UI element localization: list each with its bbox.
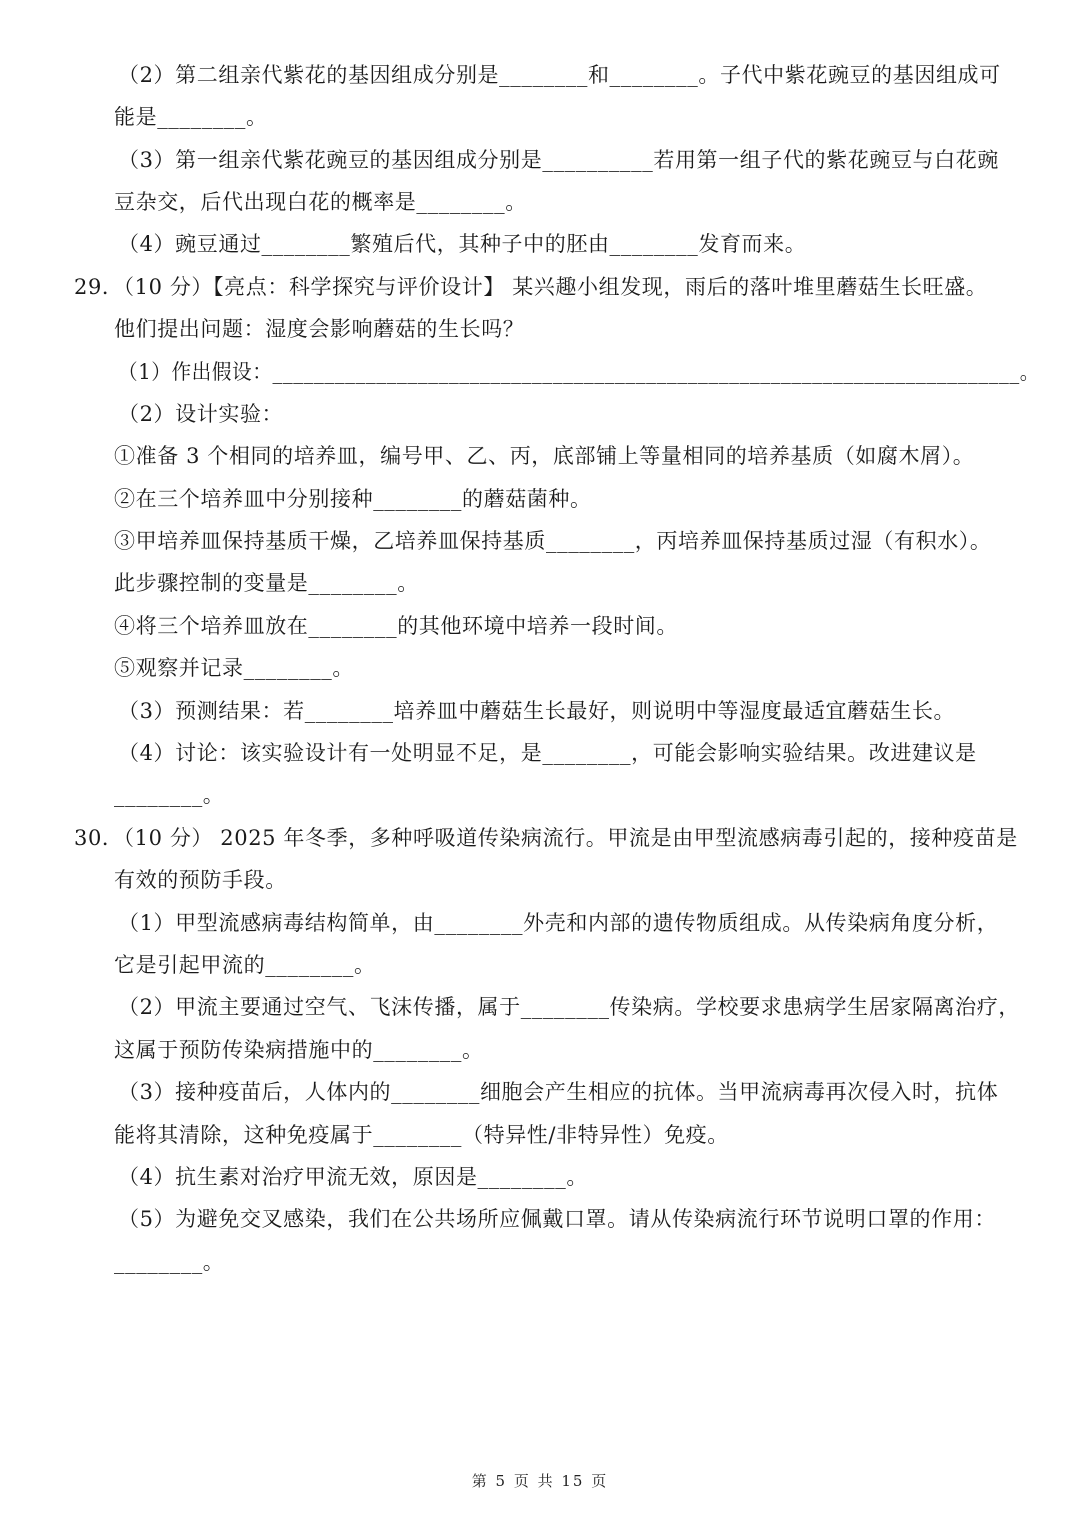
- question-30-heading: 30．（10 分） 2025 年冬季，多种呼吸道传染病流行。甲流是由甲型流感病毒引起的，接种疫苗是: [74, 826, 1018, 850]
- question-29-heading: 29．（10 分）【亮点：科学探究与评价设计】 某兴趣小组发现，雨后的落叶堆里蘑菇生长旺盛。: [74, 275, 988, 299]
- text-line: 他们提出问题：湿度会影响蘑菇的生长吗？: [114, 317, 525, 341]
- text-line: （2）设计实验：: [118, 402, 284, 426]
- text-line: （3）接种疫苗后，人体内的________细胞会产生相应的抗体。当甲流病毒再次侵入时，抗体: [118, 1080, 999, 1104]
- text-line: 能将其清除，这种免疫属于________（特异性/非特异性）免疫。: [114, 1123, 729, 1147]
- text-line: ⑤观察并记录________。: [114, 656, 354, 680]
- text-line: （1）甲型流感病毒结构简单，由________外壳和内部的遗传物质组成。从传染病角度分析，: [118, 911, 999, 935]
- text-line: （3）预测结果：若________培养皿中蘑菇生长最好，则说明中等湿度最适宜蘑菇生长。: [118, 699, 956, 723]
- text-line: 这属于预防传染病措施中的________。: [114, 1038, 484, 1062]
- text-line: ④将三个培养皿放在________的其他环境中培养一段时间。: [114, 614, 678, 638]
- text-line: （1）作出假设：________________________________________________________________________。: [118, 360, 1040, 384]
- text-line: ________。: [114, 1250, 225, 1274]
- text-line: 有效的预防手段。: [114, 868, 287, 892]
- text-line: （4）讨论：该实验设计有一处明显不足，是________，可能会影响实验结果。改进建议是: [118, 741, 977, 765]
- text-line: 此步骤控制的变量是________。: [114, 571, 419, 595]
- text-line: （4）豌豆通过________繁殖后代，其种子中的胚由________发育而来。: [118, 232, 807, 256]
- text-line: ________。: [114, 783, 225, 807]
- text-line: （3）第一组亲代紫花豌豆的基因组成分别是__________若用第一组子代的紫花豌豆与白花豌: [118, 148, 999, 172]
- text-line: 豆杂交，后代出现白花的概率是________。: [114, 190, 527, 214]
- text-line: ②在三个培养皿中分别接种________的蘑菇菌种。: [114, 487, 592, 511]
- text-line: ③甲培养皿保持基质干燥，乙培养皿保持基质________，丙培养皿保持基质过湿（有积水）。: [114, 529, 992, 553]
- page-number-footer: 第 5 页 共 15 页: [471, 1472, 609, 1490]
- text-line: （2）第二组亲代紫花的基因组成分别是________和________。子代中紫花豌豆的基因组成可: [118, 63, 1001, 87]
- text-line: （2）甲流主要通过空气、飞沫传播，属于________传染病。学校要求患病学生居家隔离治疗，: [118, 995, 1020, 1019]
- text-line: 能是________。: [114, 105, 268, 129]
- text-line: ①准备 3 个相同的培养皿，编号甲、乙、丙，底部铺上等量相同的培养基质（如腐木屑）。: [114, 444, 975, 468]
- text-line: 它是引起甲流的________。: [114, 953, 376, 977]
- text-line: （5）为避免交叉感染，我们在公共场所应佩戴口罩。请从传染病流行环节说明口罩的作用：: [118, 1207, 996, 1231]
- text-line: （4）抗生素对治疗甲流无效，原因是________。: [118, 1165, 588, 1189]
